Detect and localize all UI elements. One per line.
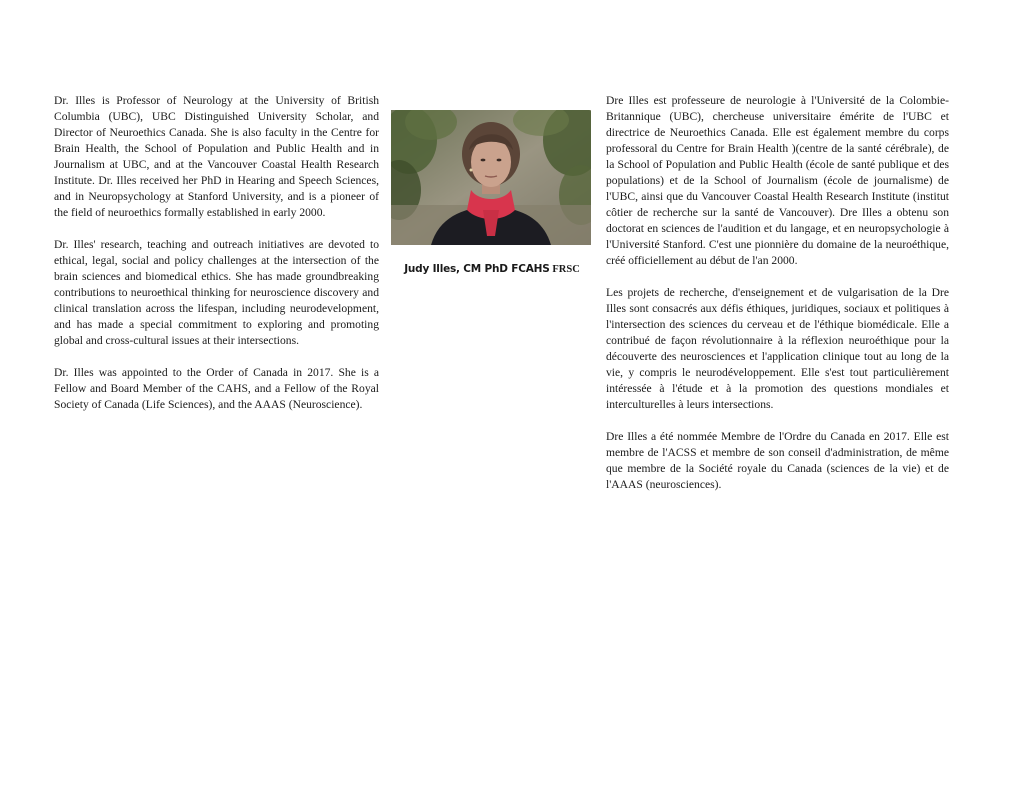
portrait-caption <box>392 262 592 277</box>
french-paragraph-2: Les projets de recherche, d'enseignement et de vulgarisation de la Dre Illes sont consacrés aux défis éthiques, juridiques, sociaux et politiques à l'intersection des sciences du cerveau et de l'éthique biomédicale. Elle a contribué de façon révolutionnaire à la réflexion neuroéthique pour la découverte des neurosciences et l'application clinique tout au long de la vie, y compris le neurodéveloppement. Elle s'est tout particulièrement intéressée à l'étude et à la promotion des questions mondiales et interculturelles à leurs intersections. <box>606 286 949 411</box>
english-paragraph-1: Dr. Illes is Professor of Neurology at the University of British Columbia (UBC), UBC Distinguished University Scholar, and Director of Neuroethics Canada. She is also faculty in the Centre for Brain Health, the School of Population and Public Health and in Journalism at UBC, and at the Vancouver Coastal Health Research Institute. Dr. Illes received her PhD in Hearing and Speech Sciences, and in Neuropsychology at Stanford University, and is a pioneer of the field of neuroethics formally established in early 2000. <box>54 94 379 219</box>
portrait-icon <box>391 110 591 245</box>
caption-name: Judy Illes, CM PhD FCAHS <box>404 263 550 275</box>
french-biography <box>606 93 949 509</box>
french-paragraph-3: Dre Illes a été nommée Membre de l'Ordre du Canada en 2017. Elle est membre de l'ACSS et membre de son conseil d'administration, de même que membre de la Société royale du Canada (sciences de la vie) et de l'AAAS (neurosciences). <box>606 430 949 491</box>
english-biography <box>54 93 379 429</box>
english-paragraph-3: Dr. Illes was appointed to the Order of Canada in 2017. She is a Fellow and Board Member of the CAHS, and a Fellow of the Royal Society of Canada (Life Sciences), and the AAAS (Neuroscience). <box>54 366 379 411</box>
english-paragraph-2: Dr. Illes' research, teaching and outreach initiatives are devoted to ethical, legal, social and policy challenges at the intersection of the brain sciences and biomedical ethics. She has made groundbreaking contributions to neuroethical thinking for neuroscience discovery and clinical translation across the lifespan, including neurodevelopment, and has made a special commitment to exploring and promoting global and cross-cultural issues at their intersections. <box>54 238 379 347</box>
french-paragraph-1: Dre Illes est professeure de neurologie à l'Université de la Colombie-Britannique (UBC), chercheuse universitaire émérite de l'UBC et directrice de Neuroethics Canada. Elle est également membre du corps professoral du Centre for Brain Health )(centre de la santé cérébrale), de la School of Population and Public Health (école de santé publique et des populations) et de la School of Journalism (école de journalisme) de l'UBC, ainsi que du Vancouver Coastal Health Research Institute (institut côtier de recherche sur la santé de Vancouver). Dre Illes a obtenu son doctorat en sciences de l'audition et du langage, et en neuropsychologie à l'Université Stanford. C'est une pionnière du domaine de la neuroéthique, créé officiellement au début de l'an 2000. <box>606 94 949 267</box>
portrait-photo <box>391 110 591 245</box>
caption-suffix: FRSC <box>552 264 580 275</box>
